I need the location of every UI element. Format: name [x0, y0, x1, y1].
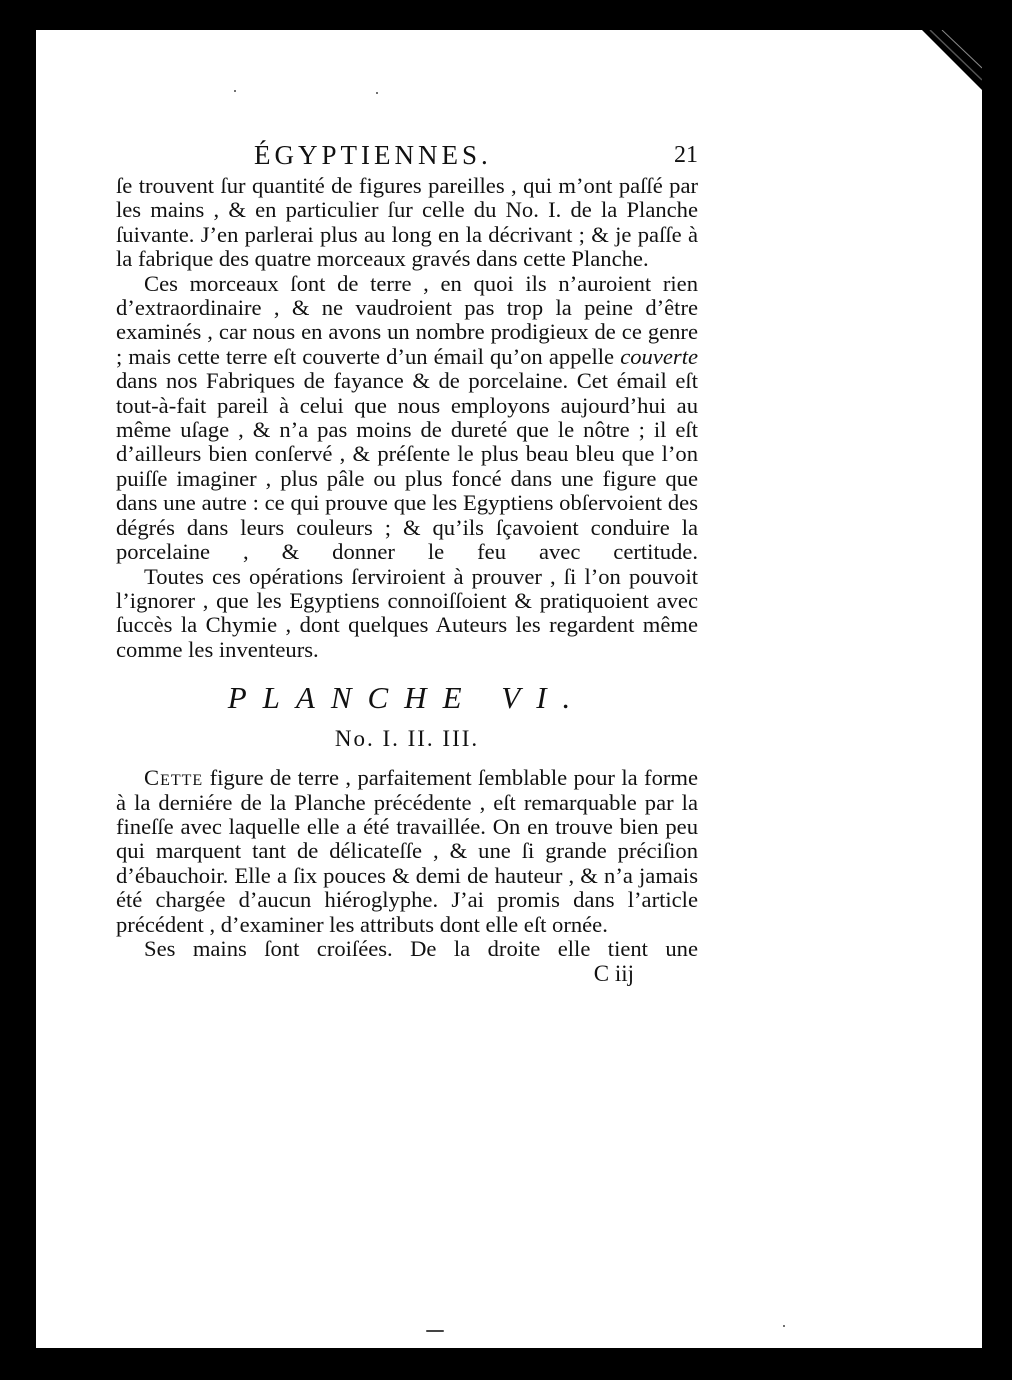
- paragraph-5: Ses mains ſont croiſées. De la droite elle tient une: [144, 935, 698, 961]
- running-head-title: ÉGYPTIENNES.: [254, 140, 492, 170]
- page-text: [116, 140, 698, 987]
- paragraph-2-part-a: Ces morceaux ſont de terre , en quoi ils n’auroient rien d’extraordinaire , & ne vaudroient pas trop la peine d’être examinés , car nous en avons un nombre prodigieux de ce genre ; mais cette terre eſt couverte d’un émail qu’on appelle: [116, 270, 698, 369]
- folded-corner: [922, 30, 982, 90]
- paragraph-1: ſe trouvent ſur quantité de figures pareilles , qui m’ont paſſé par les mains , & en particulier ſur celle du No. I. de la Planche ſuivante. J’en parlerai plus au long en la décrivant ; & je paſſe à la fabrique des quatre morceaux gravés dans cette Planche.: [116, 173, 698, 272]
- paper-speck: [376, 92, 378, 94]
- paper-speck: [783, 1325, 785, 1327]
- paragraph-2-italic-term: couverte: [620, 343, 698, 369]
- signature-mark: C iij: [593, 961, 634, 987]
- paper-sheet: [36, 30, 982, 1348]
- page-number: 21: [674, 142, 698, 168]
- paragraph-4-body: figure de terre , parfaitement ſemblable pour la forme à la derniére de la Planche précédente , eſt remarquable par la fineſſe avec laquelle elle a été travaillée. On en trouve bien peu qui marquent tant de délicateſſe , & une ſi grande préciſion d’ébauchoir. Elle a ſix pouces & demi de hauteur , & n’a jamais été chargée d’aucun hiéroglyphe. J’ai promis dans l’article précédent , d’examiner les attributs dont elle eſt ornée.: [116, 765, 698, 937]
- paragraph-4: [116, 766, 698, 937]
- running-head: [116, 140, 698, 174]
- plate-numbers: No. I. II. III.: [334, 726, 480, 752]
- paragraph-2: [116, 272, 698, 565]
- paragraph-3: Toutes ces opérations ſerviroient à prouver , ſi l’on pouvoit l’ignorer , que les Egyptiens connoiſſoient & pratiquoient avec ſuccès la Chymie , dont quelques Auteurs les regardent même comme les inventeurs.: [116, 563, 698, 662]
- paragraph-4-lead-word: Cette: [144, 765, 204, 791]
- paper-speck: [234, 90, 236, 92]
- paper-speck: [426, 1330, 444, 1332]
- paragraph-2-part-b: dans nos Fabriques de fayance & de porcelaine. Cet émail eſt tout-à-fait pareil à celui que nous employons aujourd’hui au même uſage , & n’a pas moins de dureté que le nôtre ; il eſt d’ailleurs bien conſervé , & préſente le plus beau bleu que l’on puiſſe imaginer , plus pâle ou plus foncé dans une figure que dans une autre : ce qui prouve que les Egyptiens obſervoient des dégrés dans leurs couleurs ; & qu’ils ſçavoient conduire la porcelaine , & donner le feu avec certitude.: [116, 368, 698, 565]
- plate-title: PLANCHE VI.: [227, 680, 587, 716]
